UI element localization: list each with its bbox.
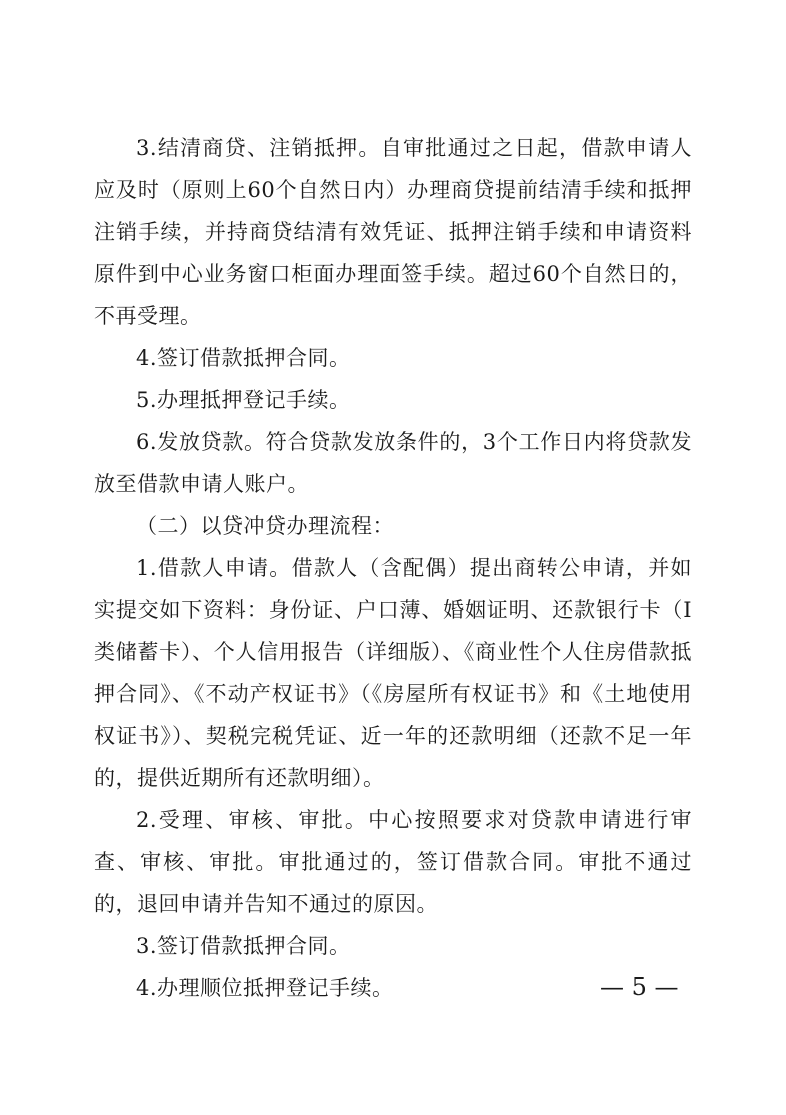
paragraph-sequential-mortgage-registration: 4.办理顺位抵押登记手续。: [136, 976, 394, 1000]
section-heading-loan-replacement: （二）以贷冲贷办理流程：: [136, 514, 394, 538]
paragraph-sign-contract: 4.签订借款抵押合同。: [136, 346, 351, 370]
paragraph-borrower-application: 1.借款人申请。借款人（含配偶）提出商转公申请，并如实提交如下资料：身份证、户口薄、婚姻证明、还款银行卡（Ⅰ类储蓄卡）、个人信用报告（详细版）、《商业性个人住房借款抵押合同》、《不动产权证书》（《房屋所有权证书》和《土地使用权证书》）、契税完税凭证、近一年的还款明细（还款不足一年的，提供近期所有还款明细）。: [94, 556, 692, 790]
paragraph-settle-commercial-loan: 3.结清商贷、注销抵押。自审批通过之日起，借款申请人应及时（原则上60个自然日内）办理商贷提前结清手续和抵押注销手续，并持商贷结清有效凭证、抵押注销手续和申请资料原件到中心业务窗口柜面办理面签手续。超过60个自然日的，不再受理。: [94, 136, 692, 328]
document-body: [94, 127, 692, 1009]
paragraph-review-approval: 2.受理、审核、审批。中心按照要求对贷款申请进行审查、审核、审批。审批通过的，签订借款合同。审批不通过的，退回申请并告知不通过的原因。: [94, 808, 692, 916]
paragraph-issue-loan: 6.发放贷款。符合贷款发放条件的，3个工作日内将贷款发放至借款申请人账户。: [94, 430, 692, 496]
page-number: — 5 —: [600, 973, 679, 1001]
paragraph-sign-mortgage-contract: 3.签订借款抵押合同。: [136, 934, 351, 958]
paragraph-mortgage-registration: 5.办理抵押登记手续。: [136, 388, 351, 412]
